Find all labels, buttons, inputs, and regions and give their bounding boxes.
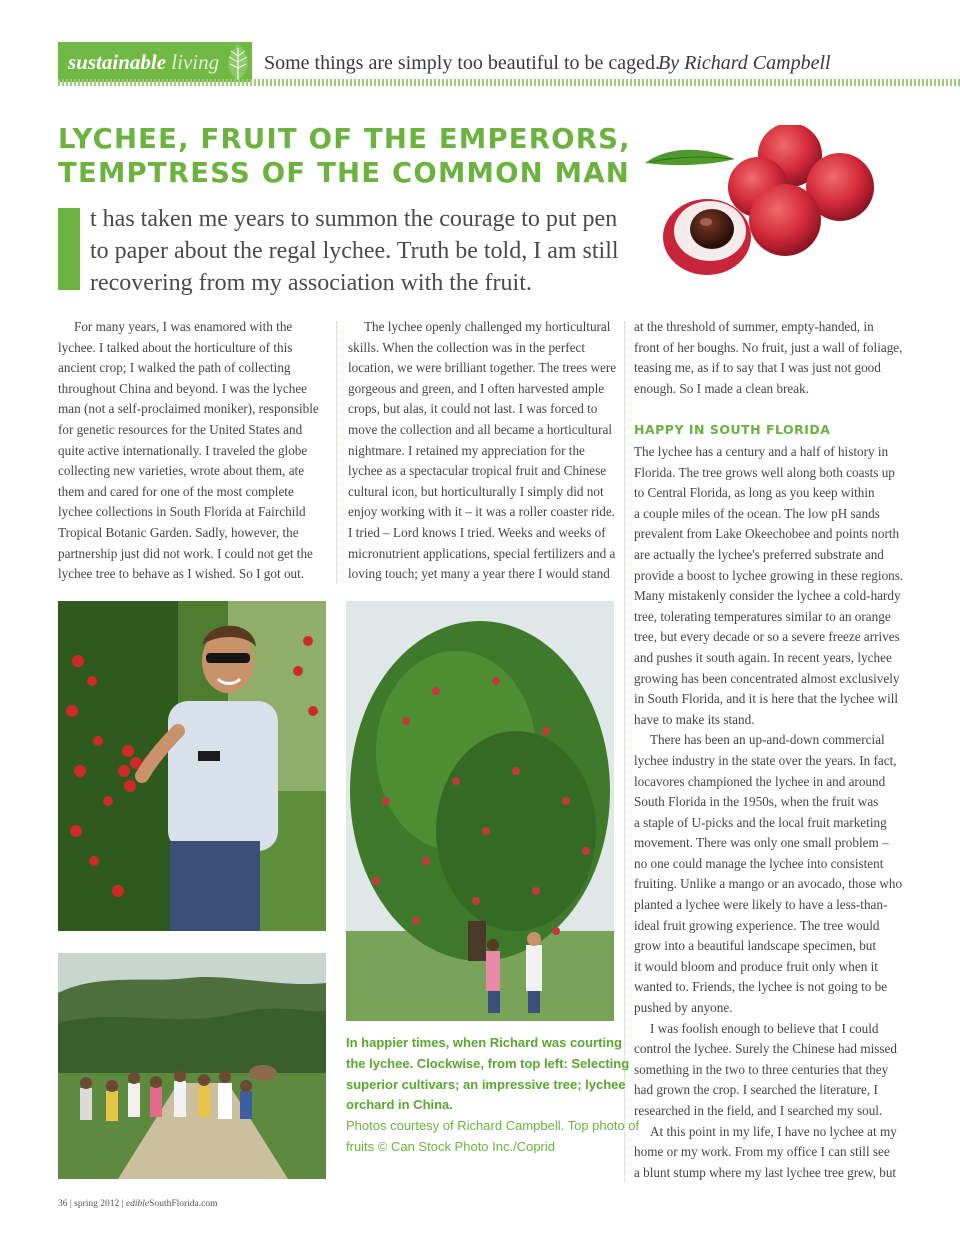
body-line: a blunt stump where my last lychee tree grew, but [634,1164,897,1180]
body-line: The lychee openly challenged my horticultural [364,319,611,334]
lychee-fruit-image [640,125,885,280]
column-divider [336,322,337,584]
body-line: move the collection and all became a horticultural [348,421,613,437]
body-line: have to make its stand. [634,711,755,727]
intro-line: recovering from my association with the fruit. [90,270,532,296]
caption-line: orchard in China. [346,1097,453,1113]
body-line: a staple of U-picks and the local fruit marketing [634,814,887,830]
body-line: loving touch; yet many a year there I would stand [348,566,610,582]
body-line: cultural icon, but horticulturally I simply did not [348,483,604,499]
body-line: I tried – Lord knows I tried. Weeks and weeks of [348,524,606,540]
body-line: collecting new varieties, wrote about them, ate [58,463,305,479]
body-line: grow into a beautiful landscape specimen, but [634,938,877,954]
page-number: 36 [58,1199,68,1209]
body-line: throughout China and beyond. I was the lychee [58,380,308,396]
article-intro [90,203,630,299]
body-line: micronutrient applications, special fertilizers and a [348,545,616,561]
header-tagline: Some things are simply too beautiful to be caged. [264,52,661,74]
body-line: planted a lychee were likely to have a less-than- [634,897,888,913]
body-line: provide a boost to lychee growing in these regions. [634,567,904,583]
article-title [58,122,631,190]
body-line: Many mistakenly consider the lychee a cold-hardy [634,588,901,604]
site-name-italic: edible [125,1199,150,1209]
section-header [58,42,960,88]
site-name-rest: SouthFlorida.com [149,1199,218,1209]
body-line: man (not a self-proclaimed moniker), responsible [58,401,319,417]
body-column-3-top [634,317,906,399]
body-line: partnership just did not work. I could not get the [58,545,313,561]
photo-credit-line: Photos courtesy of Richard Campbell. Top photo of [346,1118,640,1134]
subheading: HAPPY IN SOUTH FLORIDA [634,422,831,437]
body-line: location, we were brilliant together. The trees were [348,360,617,376]
body-line: lychee collections in South Florida at Fairchild [58,504,306,520]
photo-lychee-orchard-china [58,953,326,1179]
body-line: front of her boughs. No fruit, just a wall of foliage, [634,339,903,355]
body-line: them and cared for one of the most complete [58,483,294,499]
body-line: lychee as a spectacular tropical fruit and Chinese [348,463,607,479]
body-line: had grown the crop. I searched the literature, I [634,1082,878,1098]
section-name-light: living [171,50,220,74]
photo-man-selecting-lychees [58,601,326,931]
body-line: tree, tolerating temperatures similar to an orange [634,608,891,624]
title-line-2: TEMPTRESS OF THE COMMON MAN [58,157,630,189]
section-name-bold: sustainable [68,50,167,74]
header-rule [58,79,960,86]
body-line: home or my work. From my office I can still see [634,1144,890,1160]
body-line: it would bloom and produce fruit only when it [634,958,878,974]
body-line: lychee. I talked about the horticulture of this [58,339,293,355]
body-line: The lychee has a century and a half of history in [634,444,889,459]
body-line: researched in the field, and I searched my soul. [634,1103,883,1118]
body-line: ancient crop; I walked the path of collecting [58,360,291,376]
body-line: enjoy working with it – it was a roller coaster ride. [348,504,615,520]
body-line: prevalent from Lake Okeechobee and points north [634,526,900,542]
body-line: are actually the lychee's preferred substrate and [634,546,884,562]
body-line: no one could manage the lychee into consistent [634,855,884,871]
issue-season: spring 2012 [74,1199,120,1209]
body-line: Tropical Botanic Garden. Sadly, however, the [58,524,299,540]
caption-line: superior cultivars; an impressive tree; lychee [346,1076,626,1092]
body-line: gorgeous and green, and I often harvested ample [348,380,605,396]
photo-caption [346,1033,640,1158]
body-line: fruiting. Unlike a mango or an avocado, those who [634,876,903,892]
body-line: pushed by anyone. [634,1000,733,1016]
body-line: quite active internationally. I traveled the globe [58,442,308,458]
body-line: ideal fruit growing experience. The tree would [634,917,880,933]
page-footer: 36 | spring 2012 | edibleSouthFlorida.com [58,1199,218,1209]
body-line: in South Florida, and it is here that the lychee will [634,691,899,707]
body-line: movement. There was only one small problem – [634,835,889,851]
intro-line: t has taken me years to summon the courage to put pen [90,206,618,232]
body-line: a couple miles of the ocean. The low pH sands [634,505,880,521]
leaf-icon [218,42,258,82]
body-line: to Central Florida, as long as you keep within [634,485,875,501]
body-column-3 [634,442,906,1183]
dropcap-letter-i [58,208,80,290]
body-line: locavores championed the lychee in and around [634,773,886,789]
body-line: teasing me, as if to say that I was just not good [634,360,881,376]
body-line: At this point in my life, I have no lychee at my [650,1123,897,1139]
body-column-2 [348,317,616,585]
body-line: for genetic resources for the United States and [58,421,303,437]
column-divider [624,322,625,1182]
body-line: at the threshold of summer, empty-handed, in [634,319,874,334]
photo-credit-line: fruits © Can Stock Photo Inc./Coprid [346,1138,556,1154]
body-line: For many years, I was enamored with the [74,319,293,334]
body-line: and pushes it south again. In recent years, lychee [634,649,892,665]
body-line: lychee tree to behave as I wished. So I got out. [58,566,305,582]
body-line: There has been an up-and-down commercial [650,732,885,748]
body-line: South Florida in the 1950s, when the fruit was [634,794,879,810]
body-column-1 [58,317,326,585]
caption-line: the lychee. Clockwise, from top left: Selecting [346,1055,630,1071]
body-line: control the lychee. Surely the Chinese had missed [634,1041,897,1057]
section-name [68,50,219,75]
body-line: nightmare. I retained my appreciation for the [348,442,585,458]
body-line: enough. So I made a clean break. [634,380,810,396]
body-line: something in the two to three centuries that they [634,1061,889,1077]
body-line: Florida. The tree grows well along both coasts up [634,464,895,480]
body-line: lychee industry in the state over the years. In fact, [634,752,897,768]
caption-line: In happier times, when Richard was courting [346,1035,622,1050]
body-line: crops, but alas, it could not last. I was forced to [348,401,598,417]
intro-line: to paper about the regal lychee. Truth be told, I am still [90,238,619,264]
body-line: I was foolish enough to believe that I could [650,1020,879,1036]
body-line: growing has been concentrated almost exclusively [634,670,900,686]
photo-impressive-lychee-tree [346,601,614,1021]
header-byline: By Richard Campbell [658,52,831,74]
body-line: tree, but every decade or so a severe freeze arrives [634,629,900,645]
body-line: wanted to. Friends, the lychee is not going to be [634,979,888,995]
body-line: skills. When the collection was in the perfect [348,339,586,355]
title-line-1: LYCHEE, FRUIT OF THE EMPERORS, [58,123,631,155]
